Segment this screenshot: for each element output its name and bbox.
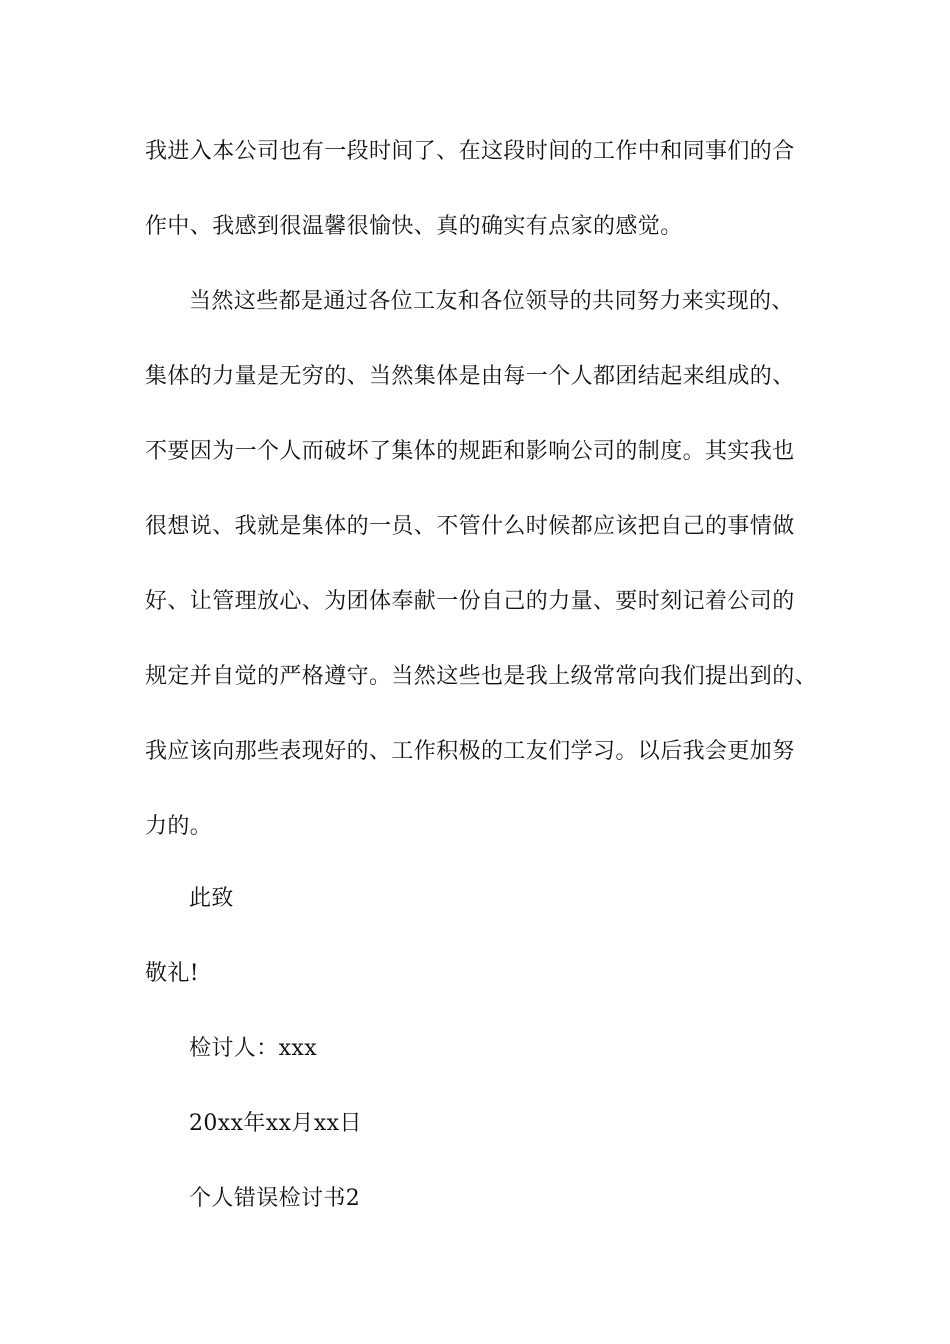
section-title: 个人错误检讨书2 <box>189 1186 361 1211</box>
paragraph-line: 好、让管理放心、为团体奉献一份自己的力量、要时刻记着公司的 <box>145 589 795 614</box>
paragraph-line: 我应该向那些表现好的、工作积极的工友们学习。以后我会更加努 <box>145 739 795 764</box>
paragraph-line: 作中、我感到很温馨很愉快、真的确实有点家的感觉。 <box>145 214 683 239</box>
paragraph-line: 不要因为一个人而破坏了集体的规距和影响公司的制度。其实我也 <box>145 439 795 464</box>
date-line: 20xx年xx月xx日 <box>189 1111 362 1136</box>
signer-line: 检讨人：xxx <box>189 1036 318 1061</box>
closing-line: 敬礼! <box>145 961 200 986</box>
salutation-line: 此致 <box>189 886 234 911</box>
paragraph-line: 我进入本公司也有一段时间了、在这段时间的工作中和同事们的合 <box>145 139 795 164</box>
paragraph-line: 很想说、我就是集体的一员、不管什么时候都应该把自己的事情做 <box>145 514 795 539</box>
paragraph-line: 集体的力量是无穷的、当然集体是由每一个人都团结起来组成的、 <box>145 364 795 389</box>
paragraph-line: 力的。 <box>145 814 213 839</box>
paragraph-line: 规定并自觉的严格遵守。当然这些也是我上级常常向我们提出到的、 <box>145 664 818 689</box>
paragraph-line: 当然这些都是通过各位工友和各位领导的共同努力来实现的、 <box>189 289 794 314</box>
